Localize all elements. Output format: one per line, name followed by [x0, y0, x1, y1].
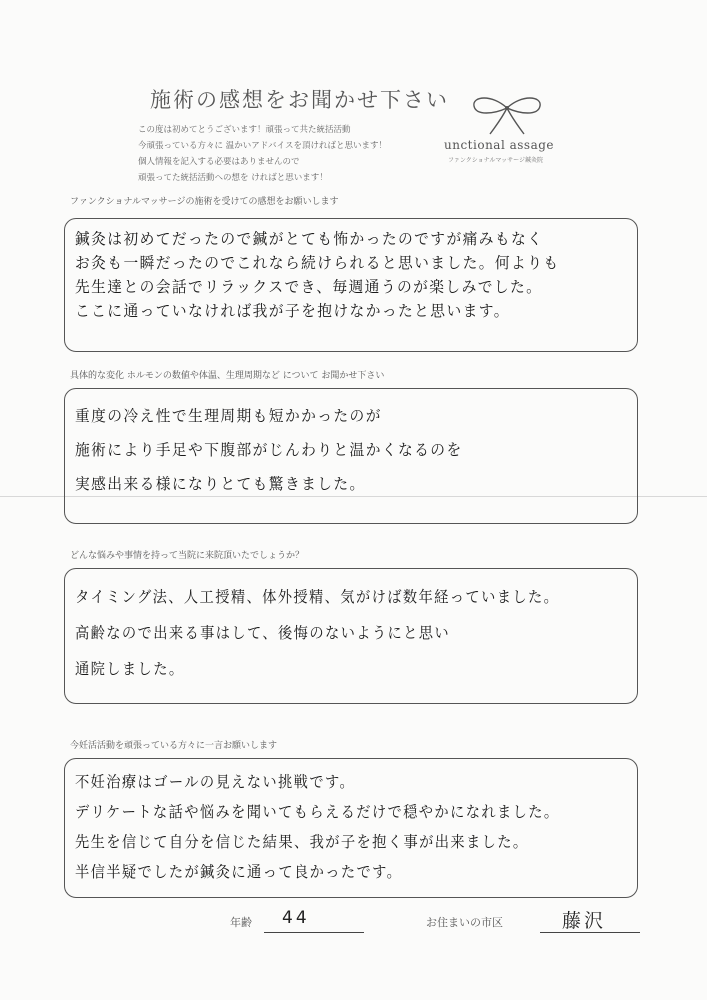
answer-line: 先生達との会話でリラックスでき、毎週通うのが楽しみでした。: [75, 278, 543, 296]
answer-box-3: [64, 568, 638, 704]
age-value: 44: [282, 908, 310, 928]
age-label: 年齢: [230, 916, 252, 929]
question-3-label: どんな悩みや事情を持って当院に来院頂いたでしょうか？: [70, 551, 305, 561]
answer-box-1: [64, 218, 638, 352]
answer-box-2: [64, 388, 638, 524]
answer-4-text: [75, 767, 585, 887]
answer-line: 通院しました。: [75, 660, 185, 678]
address-label: お住まいの市区: [426, 916, 503, 929]
answer-box-4: [64, 758, 638, 898]
answer-line: お灸も一瞬だったのでこれなら続けられると思いました。何よりも: [75, 254, 560, 272]
age-underline: [264, 932, 364, 933]
answer-line: 実感出来る様になりとても驚きました。: [75, 475, 366, 493]
question-1-label: ファンクショナルマッサージの施術を受けての感想をお願いします: [70, 197, 339, 207]
answer-line: 先生を信じて自分を信じた結果、我が子を抱く事が出来ました。: [75, 833, 529, 851]
answer-line: 不妊治療はゴールの見えない挑戦です。: [75, 773, 356, 791]
answer-line: 重度の冷え性で生理周期も短かかったのが: [75, 407, 382, 425]
intro-text: [138, 122, 388, 186]
answer-line: 半信半疑でしたが鍼灸に通って良かったです。: [75, 863, 403, 881]
answer-line: 高齢なので出来る事はして、後悔のないようにと思い: [75, 624, 451, 642]
question-2-label: 具体的な変化 ホルモンの数値や体温、生理周期など について お聞かせ下さい: [70, 371, 385, 381]
answer-line: タイミング法、人工授精、体外授精、気がけば数年経っていました。: [75, 588, 560, 606]
logo-text: unctional assage: [444, 138, 555, 152]
ribbon-bow-icon: [462, 92, 552, 136]
address-underline: [540, 932, 640, 933]
clinic-logo: [440, 92, 580, 168]
answer-2-text: [75, 399, 601, 501]
answer-line: 鍼灸は初めてだったので鍼がとても怖かったのですが痛みもなく: [75, 230, 544, 248]
question-4-label: 今妊活活動を頑張っている方々に一言お願いします: [70, 741, 278, 751]
logo-subtitle: ファンクショナルマッサージ鍼灸院: [448, 157, 543, 164]
intro-line: この度は初めてとうございます！頑張って共た統括活動: [138, 125, 351, 135]
answer-line: ここに通っていなければ我が子を抱けなかったと思います。: [75, 302, 510, 320]
answer-line: デリケートな話や悩みを聞いてもらえるだけで穏やかになれました。: [75, 803, 560, 821]
address-value: 藤沢: [562, 910, 607, 932]
page-title: 施術の感想をお聞かせ下さい: [150, 88, 449, 112]
respondent-info: [0, 908, 707, 938]
answer-1-text: [75, 227, 601, 323]
answer-3-text: [75, 579, 585, 687]
intro-line: 今頑張っている方々に 温かいアドバイスを頂ければと思います！: [138, 141, 387, 151]
intro-line: 頑張ってた統括活動への想を ければと思います！: [138, 173, 328, 183]
answer-line: 施術により手足や下腹部がじんわりと温かくなるのを: [75, 441, 463, 459]
intro-line: 個人情報を記入する必要はありませんので: [138, 157, 300, 167]
